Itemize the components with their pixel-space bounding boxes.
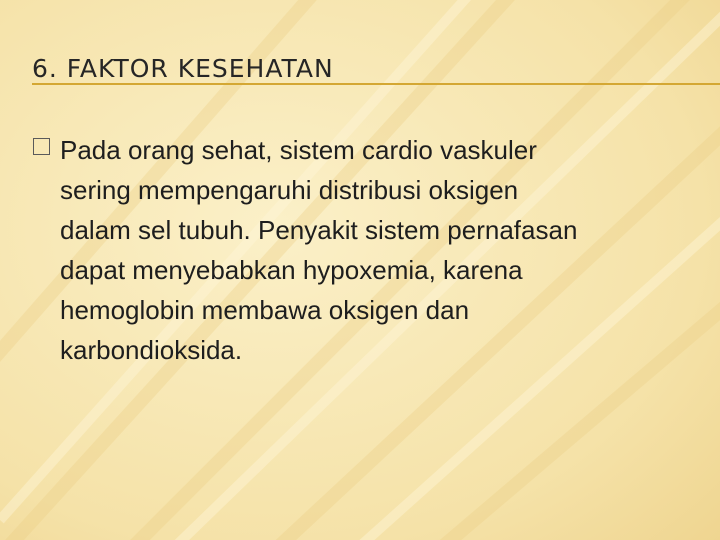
bullet-item xyxy=(33,130,713,370)
slide-title: 6. FAKTOR KESEHATAN xyxy=(32,54,334,83)
square-bullet-icon xyxy=(33,138,50,155)
title-underline xyxy=(32,83,720,85)
bullet-text: Pada orang sehat, sistem cardio vaskuler sering mempengaruhi distribusi oksigen dalam sel tubuh. Penyakit sistem pernafasan dapat menyebabkan hypoxemia, karena hemoglobin membawa oksigen dan karbondioksida. xyxy=(60,135,578,365)
